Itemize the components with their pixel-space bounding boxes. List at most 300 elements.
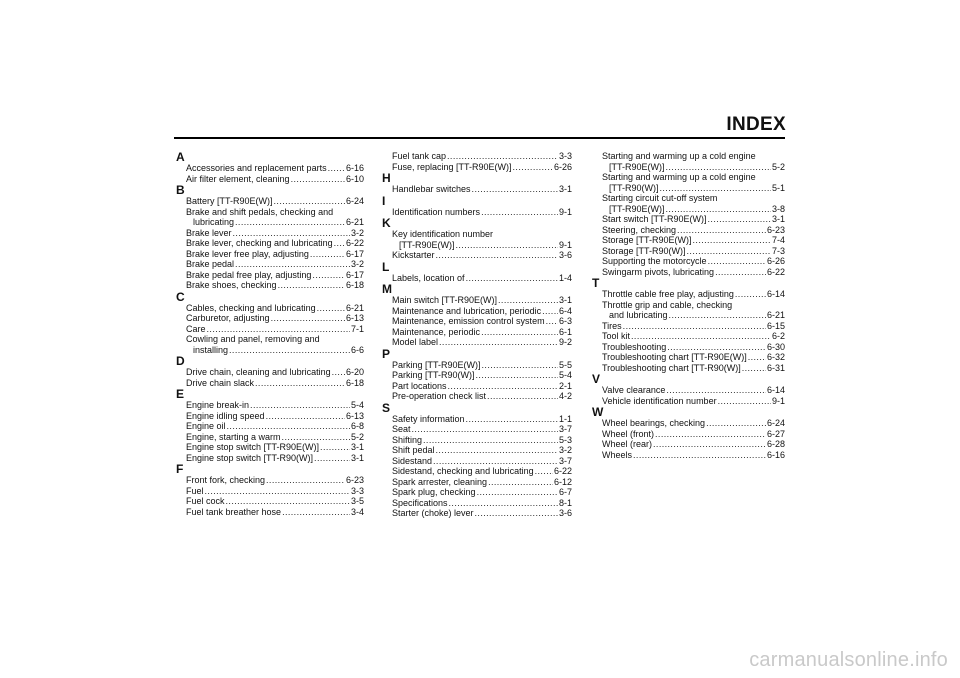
- index-page-number: 5-3: [558, 434, 572, 445]
- index-entry: [592, 352, 785, 363]
- index-entry: [176, 507, 364, 518]
- index-entry: [592, 342, 785, 353]
- dot-leader: [282, 507, 350, 518]
- index-entry-text: Tool kit: [602, 331, 631, 341]
- index-entry-text: Brake lever: [186, 227, 232, 238]
- dot-leader: [207, 324, 350, 335]
- dot-leader: [412, 424, 558, 435]
- watermark: carmanualsonline.info: [749, 649, 948, 671]
- index-page-number: 6-26: [553, 161, 572, 172]
- dot-leader: [266, 475, 345, 486]
- index-entry-text: Air filter element, cleaning: [186, 173, 290, 184]
- index-page-number: 6-21: [345, 302, 364, 313]
- index-page-number: 3-6: [558, 508, 572, 518]
- index-entry-text: Carburetor, adjusting: [186, 313, 270, 323]
- index-entry: [176, 196, 364, 207]
- index-entry-text: Identification numbers: [392, 206, 481, 217]
- index-entry: [382, 370, 572, 381]
- dot-leader: [708, 256, 766, 267]
- index-entry-text: Brake lever, checking and lubricating: [186, 238, 333, 248]
- index-entry: [592, 246, 785, 257]
- dot-leader: [666, 204, 771, 215]
- index-entry-text: Throttle cable free play, adjusting: [602, 289, 734, 299]
- index-entry: [382, 184, 572, 195]
- index-letter-heading: F: [176, 462, 184, 476]
- index-entry: [382, 250, 572, 261]
- index-entry: [382, 151, 572, 162]
- index-entry: [592, 193, 785, 214]
- index-page-number: 6-28: [766, 439, 785, 449]
- index-entry: [382, 162, 572, 173]
- index-entry-text: Engine break-in: [186, 400, 250, 410]
- dot-leader: [226, 496, 350, 507]
- index-page-number: 9-2: [558, 337, 572, 347]
- index-entry: [176, 496, 364, 507]
- index-entry-text: Handlebar switches: [392, 184, 471, 194]
- index-entry: [592, 363, 785, 374]
- index-page-number: 6-16: [345, 163, 364, 173]
- index-entry-text: Maintenance, periodic: [392, 326, 481, 337]
- dot-leader: [436, 250, 558, 261]
- index-entry-text: installing: [193, 344, 229, 355]
- dot-leader: [477, 487, 558, 498]
- index-page-number: 3-4: [350, 506, 364, 517]
- index-entry-text: Engine oil: [186, 421, 226, 431]
- dot-leader: [535, 466, 553, 477]
- dot-leader: [433, 456, 558, 467]
- index-page-number: 6-13: [345, 313, 364, 323]
- dot-leader: [205, 486, 350, 497]
- index-entry: [382, 327, 572, 338]
- index-entry-text: Fuel cock: [186, 496, 225, 506]
- dot-leader: [332, 367, 345, 378]
- index-entry-text: Specifications: [392, 497, 448, 508]
- dot-leader: [466, 273, 558, 284]
- index-entry-text: [TT-R90E(W)]: [399, 239, 455, 250]
- index-entry: [176, 378, 364, 389]
- index-entry: [592, 418, 785, 429]
- index-page-number: 7-1: [350, 323, 364, 334]
- index-entry-text: Front fork, checking: [186, 475, 266, 485]
- index-entry: [176, 174, 364, 185]
- dot-leader: [655, 429, 766, 440]
- dot-leader: [481, 207, 558, 218]
- dot-leader: [466, 414, 558, 425]
- index-entry: [176, 432, 364, 443]
- dot-leader: [255, 378, 345, 389]
- index-page-number: 3-7: [558, 424, 572, 434]
- dot-leader: [488, 477, 553, 488]
- dot-leader: [623, 321, 766, 332]
- index-entry-text: lubricating: [193, 217, 235, 227]
- index-entry-text: Brake and shift pedals, checking and: [186, 206, 334, 217]
- dot-leader: [653, 439, 766, 450]
- index-entry-text: Wheels: [602, 449, 633, 460]
- dot-leader: [718, 396, 771, 407]
- index-page-number: 6-14: [766, 289, 785, 299]
- index-entry: [592, 256, 785, 267]
- index-page-number: 3-1: [558, 295, 572, 305]
- index-page-number: 6-21: [766, 310, 785, 320]
- dot-leader: [320, 442, 350, 453]
- index-entry: [382, 360, 572, 371]
- index-page-number: 6-27: [766, 428, 785, 439]
- index-entry: [382, 477, 572, 488]
- index-entry: [592, 214, 785, 225]
- index-page-number: 6-24: [345, 196, 364, 206]
- index-entry: [176, 163, 364, 174]
- index-page-number: 3-1: [350, 452, 364, 463]
- dot-leader: [312, 270, 345, 281]
- index-entry: [382, 306, 572, 317]
- index-entry-text: Fuse, replacing [TT-R90E(W)]: [392, 161, 512, 172]
- dot-leader: [448, 381, 558, 392]
- index-entry-text: Engine stop switch [TT-R90(W)]: [186, 452, 314, 463]
- dot-leader: [449, 498, 558, 509]
- index-entry: [382, 424, 572, 435]
- dot-leader: [666, 385, 766, 396]
- index-entry-text: Kickstarter: [392, 250, 435, 260]
- index-entry-text: Parking [TT-R90E(W)]: [392, 359, 481, 370]
- index-letter-heading: S: [382, 400, 391, 415]
- index-page-number: 9-1: [558, 239, 572, 250]
- index-entry: [382, 456, 572, 467]
- index-page-number: 3-1: [350, 442, 364, 452]
- index-entry: [176, 228, 364, 239]
- dot-leader: [266, 411, 345, 422]
- index-page-number: 6-8: [350, 421, 364, 431]
- index-entry-text: Brake pedal free play, adjusting: [186, 269, 312, 280]
- index-entry: [176, 303, 364, 314]
- dot-leader: [274, 196, 345, 207]
- index-entry: [592, 429, 785, 440]
- index-letter-heading: W: [592, 405, 604, 419]
- index-letter-heading: A: [176, 150, 185, 164]
- dot-leader: [735, 289, 766, 300]
- index-entry: [382, 435, 572, 446]
- index-entry: [382, 295, 572, 306]
- index-entry-text: Fuel tank cap: [392, 151, 447, 161]
- index-entry: [382, 316, 572, 327]
- index-entry-text: Cowling and panel, removing and: [186, 334, 320, 344]
- index-entry-text: Drive chain slack: [186, 377, 255, 388]
- index-letter-heading: C: [176, 289, 185, 304]
- index-page-number: 3-8: [771, 203, 785, 214]
- index-letter-heading: V: [592, 372, 601, 386]
- index-entry-text: Seat: [392, 424, 411, 434]
- index-entry-text: Safety information: [392, 413, 465, 424]
- index-page-number: 6-4: [558, 305, 572, 316]
- dot-leader: [334, 238, 345, 249]
- dot-leader: [693, 235, 771, 246]
- index-entry: [176, 270, 364, 281]
- index-page-number: 9-1: [771, 395, 785, 406]
- dot-leader: [233, 228, 350, 239]
- index-entry-text: Maintenance, emission control system: [392, 316, 545, 326]
- index-page-number: 6-22: [553, 466, 572, 476]
- dot-leader: [271, 313, 345, 324]
- dot-leader: [436, 445, 558, 456]
- index-letter-heading: T: [592, 276, 600, 290]
- dot-leader: [666, 162, 771, 173]
- dot-leader: [481, 327, 558, 338]
- index-entry-text: Labels, location of: [392, 272, 465, 283]
- index-entry-text: [TT-R90E(W)]: [609, 161, 665, 172]
- dot-leader: [475, 508, 558, 519]
- index-page-number: 6-15: [766, 320, 785, 331]
- index-entry-text: Engine, starting a warm: [186, 431, 281, 442]
- index-page-number: 6-3: [558, 316, 572, 326]
- index-page-number: 3-1: [771, 214, 785, 224]
- index-page-number: 6-32: [766, 352, 785, 362]
- dot-leader: [669, 310, 766, 321]
- index-letter-heading: P: [382, 346, 391, 361]
- dot-leader: [667, 342, 766, 353]
- dot-leader: [456, 240, 558, 251]
- index-entry-text: Fuel tank breather hose: [186, 506, 282, 517]
- index-entry-text: Steering, checking: [602, 224, 677, 235]
- index-entry-text: Valve clearance: [602, 385, 666, 395]
- index-page-number: 5-4: [558, 370, 572, 380]
- index-entry-text: Wheel (rear): [602, 439, 653, 449]
- index-entry-text: Fuel: [186, 485, 204, 496]
- title-divider: [174, 137, 785, 139]
- index-entry-text: Cables, checking and lubricating: [186, 302, 316, 313]
- index-entry: [382, 445, 572, 456]
- index-page-number: 7-3: [771, 245, 785, 256]
- dot-leader: [742, 363, 766, 374]
- index-entry: [176, 280, 364, 291]
- index-entry: [176, 367, 364, 378]
- index-entry: [382, 498, 572, 509]
- index-page-number: 3-3: [558, 151, 572, 161]
- index-entry-text: Wheel (front): [602, 428, 655, 439]
- dot-leader: [310, 249, 345, 260]
- index-entry: [592, 289, 785, 300]
- index-entry-text: Troubleshooting chart [TT-R90E(W)]: [602, 352, 747, 362]
- index-page-number: 6-30: [766, 341, 785, 352]
- index-entry-text: Parking [TT-R90(W)]: [392, 370, 475, 380]
- index-entry: [176, 259, 364, 270]
- index-page-number: 8-1: [558, 497, 572, 508]
- index-page-number: 5-1: [771, 182, 785, 193]
- index-column-2: [382, 151, 572, 519]
- index-page-number: 1-4: [558, 272, 572, 283]
- index-entry-text: Engine stop switch [TT-R90E(W)]: [186, 442, 320, 452]
- index-entry-text: Swingarm pivots, lubricating: [602, 266, 715, 277]
- dot-leader: [546, 316, 558, 327]
- index-entry: [382, 229, 572, 250]
- index-page-number: 7-4: [771, 235, 785, 245]
- index-entry: [592, 235, 785, 246]
- dot-leader: [328, 163, 345, 174]
- dot-leader: [542, 306, 558, 317]
- index-page-number: 6-22: [345, 238, 364, 248]
- dot-leader: [748, 352, 766, 363]
- index-entry-text: Main switch [TT-R90E(W)]: [392, 295, 498, 305]
- index-entry-text: and lubricating: [609, 310, 668, 320]
- index-entry: [592, 151, 785, 172]
- index-entry: [592, 300, 785, 321]
- index-entry: [382, 391, 572, 402]
- dot-leader: [282, 432, 350, 443]
- index-entry: [592, 321, 785, 332]
- index-page-number: 6-16: [766, 449, 785, 460]
- index-entry: [176, 249, 364, 260]
- index-entry-text: Maintenance and lubrication, periodic: [392, 305, 542, 316]
- index-letter-heading: I: [382, 193, 386, 208]
- index-letter-heading: B: [176, 183, 185, 197]
- dot-leader: [660, 183, 771, 194]
- index-entry-text: Wheel bearings, checking: [602, 418, 706, 428]
- dot-leader: [487, 391, 558, 402]
- index-entry: [176, 400, 364, 411]
- index-page-number: 3-6: [558, 250, 572, 260]
- index-entry-text: Spark arrester, cleaning: [392, 476, 488, 487]
- index-entry: [176, 238, 364, 249]
- index-entry: [176, 475, 364, 486]
- index-page-number: 3-2: [350, 227, 364, 238]
- index-entry-text: Drive chain, cleaning and lubricating: [186, 367, 331, 377]
- index-letter-heading: K: [382, 216, 391, 230]
- index-column-1: [176, 151, 364, 517]
- index-entry-text: Supporting the motorcycle: [602, 256, 707, 266]
- index-entry-text: Accessories and replacement parts: [186, 163, 327, 173]
- index-entry-text: Starter (choke) lever: [392, 508, 474, 518]
- index-entry-text: [TT-R90E(W)]: [609, 203, 665, 214]
- index-page-number: 4-2: [558, 391, 572, 401]
- index-entry: [176, 334, 364, 355]
- dot-leader: [715, 267, 766, 278]
- dot-leader: [476, 370, 558, 381]
- index-entry: [592, 450, 785, 461]
- index-page-number: 6-18: [345, 377, 364, 388]
- index-letter-heading: E: [176, 387, 185, 401]
- index-letter-heading: H: [382, 171, 391, 185]
- index-entry-text: Storage [TT-R90(W)]: [602, 245, 686, 256]
- index-page-number: 3-3: [350, 485, 364, 496]
- dot-leader: [631, 331, 771, 342]
- index-page-number: 6-7: [558, 487, 572, 497]
- index-entry: [176, 486, 364, 497]
- index-page-number: 6-17: [345, 248, 364, 259]
- dot-leader: [278, 280, 345, 291]
- index-entry-text: Troubleshooting chart [TT-R90(W)]: [602, 362, 741, 373]
- index-entry-text: Spark plug, checking: [392, 487, 476, 497]
- dot-leader: [447, 151, 558, 162]
- index-entry-text: Shifting: [392, 434, 423, 445]
- index-letter-heading: M: [382, 282, 392, 296]
- index-page-number: 6-23: [345, 475, 364, 485]
- index-entry-text: Sidestand, checking and lubricating: [392, 466, 534, 476]
- dot-leader: [472, 184, 558, 195]
- index-entry-text: Battery [TT-R90E(W)]: [186, 196, 273, 206]
- index-page-number: 6-18: [345, 280, 364, 290]
- index-page-number: 5-4: [350, 400, 364, 410]
- index-entry-text: Starting and warming up a cold engine: [602, 151, 756, 161]
- index-entry: [592, 439, 785, 450]
- index-entry-text: Key identification number: [392, 229, 494, 239]
- dot-leader: [706, 418, 766, 429]
- index-page-number: 6-31: [766, 362, 785, 373]
- index-entry: [382, 414, 572, 425]
- dot-leader: [498, 295, 558, 306]
- index-page-number: 6-2: [771, 331, 785, 341]
- index-entry: [382, 466, 572, 477]
- index-entry-text: Storage [TT-R90E(W)]: [602, 235, 692, 245]
- index-page-number: 6-22: [766, 266, 785, 277]
- index-page-number: 6-17: [345, 269, 364, 280]
- index-entry: [382, 381, 572, 392]
- index-page-number: 5-2: [350, 431, 364, 442]
- index-page-number: 6-12: [553, 476, 572, 487]
- dot-leader: [235, 217, 345, 228]
- index-entry-text: Troubleshooting: [602, 341, 667, 352]
- index-entry-text: Pre-operation check list: [392, 391, 487, 401]
- index-page-number: 9-1: [558, 206, 572, 217]
- dot-leader: [513, 162, 553, 173]
- dot-leader: [423, 435, 558, 446]
- dot-leader: [482, 360, 558, 371]
- index-page-number: 6-23: [766, 224, 785, 235]
- dot-leader: [291, 174, 345, 185]
- index-page-number: 3-1: [558, 184, 572, 194]
- index-entry-text: Throttle grip and cable, checking: [602, 299, 733, 310]
- index-page-number: 3-5: [350, 496, 364, 506]
- index-entry: [176, 207, 364, 228]
- index-entry-text: Vehicle identification number: [602, 395, 717, 406]
- index-entry: [176, 324, 364, 335]
- index-page-number: 6-26: [766, 256, 785, 266]
- index-page-number: 5-5: [558, 359, 572, 370]
- index-page-number: 6-13: [345, 410, 364, 421]
- dot-leader: [250, 400, 350, 411]
- index-page-number: 3-2: [558, 445, 572, 455]
- dot-leader: [227, 421, 350, 432]
- index-entry: [176, 421, 364, 432]
- index-page-number: 6-1: [558, 326, 572, 337]
- dot-leader: [235, 259, 350, 270]
- index-entry-text: Brake lever free play, adjusting: [186, 248, 309, 259]
- index-entry-text: Sidestand: [392, 455, 433, 466]
- dot-leader: [439, 337, 558, 348]
- index-page-number: 6-24: [766, 418, 785, 428]
- index-entry-text: [TT-R90(W)]: [609, 182, 659, 193]
- index-entry: [382, 487, 572, 498]
- index-letter-heading: L: [382, 259, 390, 274]
- index-page-number: 5-2: [771, 161, 785, 172]
- dot-leader: [687, 246, 771, 257]
- dot-leader: [708, 214, 771, 225]
- index-page-number: 2-1: [558, 380, 572, 391]
- index-letter-heading: D: [176, 354, 185, 368]
- index-entry-text: Starting circuit cut-off system: [602, 193, 718, 203]
- index-entry: [592, 225, 785, 236]
- index-entry: [592, 172, 785, 193]
- index-entry: [382, 337, 572, 348]
- index-entry: [176, 313, 364, 324]
- index-entry-text: Engine idling speed: [186, 410, 265, 421]
- dot-leader: [314, 453, 350, 464]
- index-entry: [382, 508, 572, 519]
- dot-leader: [317, 303, 345, 314]
- index-entry: [382, 207, 572, 218]
- index-entry-text: Tires: [602, 320, 622, 331]
- index-entry: [592, 331, 785, 342]
- index-page-number: 3-2: [350, 259, 364, 269]
- index-entry-text: Starting and warming up a cold engine: [602, 172, 756, 182]
- index-page-number: 1-1: [558, 413, 572, 424]
